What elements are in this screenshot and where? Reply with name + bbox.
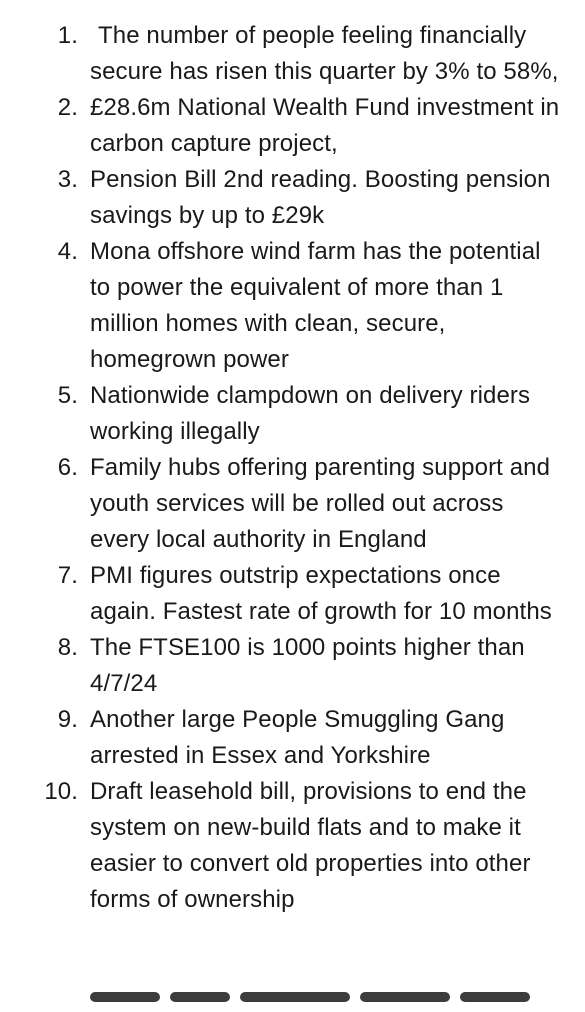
list-item <box>0 630 585 702</box>
numbered-list <box>0 18 585 918</box>
list-item-number: 3. <box>57 166 78 193</box>
list-item-text: £28.6m National Wealth Fund investment in carbon capture project, <box>90 94 560 157</box>
list-item <box>0 162 585 234</box>
list-item-number: 5. <box>57 382 78 409</box>
list-item-text: The FTSE100 is 1000 points higher than 4/7/24 <box>90 634 525 697</box>
list-item-number: 8. <box>57 634 78 661</box>
list-item-text: PMI figures outstrip expectations once again. Fastest rate of growth for 10 months <box>90 562 552 625</box>
list-item <box>0 774 585 918</box>
cut-off-text-line <box>90 982 540 1012</box>
list-item <box>0 450 585 558</box>
list-item-text: Family hubs offering parenting support and youth services will be rolled out across every local authority in England <box>90 454 551 553</box>
list-item-text: Pension Bill 2nd reading. Boosting pension savings by up to £29k <box>90 166 551 229</box>
list-item-number: 2. <box>57 94 78 121</box>
list-item <box>0 18 585 90</box>
list-item-number: 10. <box>44 778 78 805</box>
list-item-text: Mona offshore wind farm has the potential to power the equivalent of more than 1 million homes with clean, secure, homegrown power <box>90 238 541 373</box>
list-item-number: 4. <box>57 238 78 265</box>
list-item-number: 7. <box>57 562 78 589</box>
list-item-text: Nationwide clampdown on delivery riders working illegally <box>90 382 531 445</box>
list-item <box>0 234 585 378</box>
list-item-number: 6. <box>57 454 78 481</box>
list-item <box>0 558 585 630</box>
list-item <box>0 378 585 450</box>
list-item-text: Draft leasehold bill, provisions to end the system on new-build flats and to make it easier to convert old properties into other forms of ownership <box>90 778 531 913</box>
list-item-text: Another large People Smuggling Gang arrested in Essex and Yorkshire <box>90 706 505 769</box>
list-item-number: 1. <box>57 22 78 49</box>
list-item <box>0 90 585 162</box>
list-item <box>0 702 585 774</box>
list-item-text: The number of people feeling financially secure has risen this quarter by 3% to 58%, <box>90 22 559 85</box>
list-item-number: 9. <box>57 706 78 733</box>
